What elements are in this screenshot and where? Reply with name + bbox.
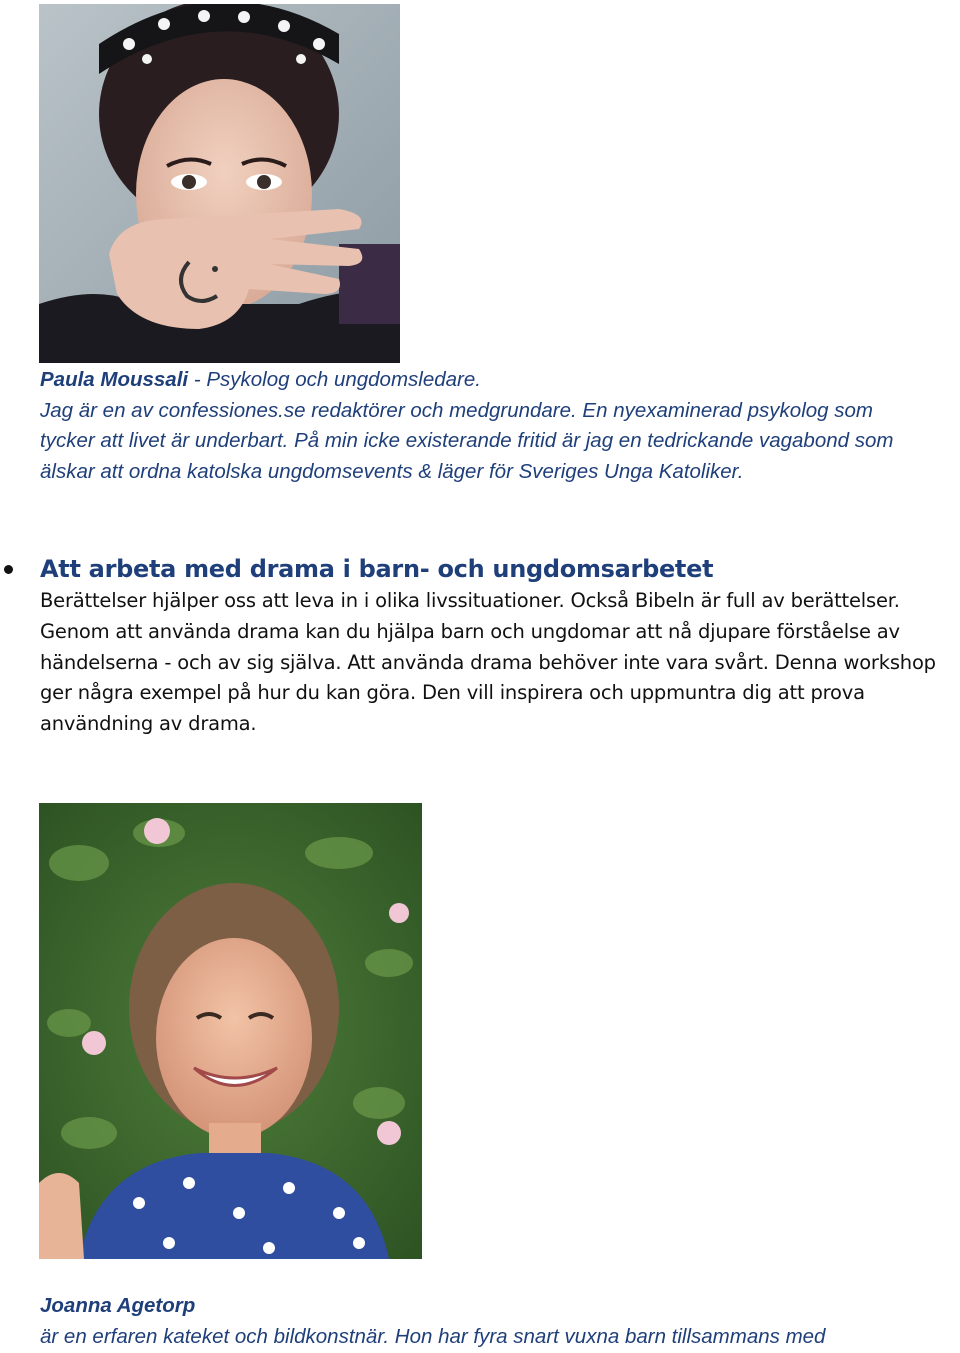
bullet-icon [4,565,13,574]
person-role: - Psykolog och ungdomsledare. [188,368,481,391]
session-description: Berättelser hjälper oss att leva in i olika livssituationer. Också Bibeln är full av berättelser. Genom att använda drama kan du hjälpa barn och ungdomar att nå djupare förståelse av händelserna - och av sig själva. Att använda drama behöver inte vara svårt. Denna workshop ger några exempel på hur du kan göra. Den vill inspirera och uppmuntra dig att prova användning av drama. [40,589,936,736]
portrait-photo-paula [39,4,400,363]
person-bio: Jag är en av confessiones.se redaktörer och medgrundare. En nyexaminerad psykolog som tycker att livet är underbart. På min icke existerande fritid är jag en tedrickande vagabond som älskar att ordna katolska ungdomsevents & läger för Sveriges Unga Katoliker. [40,398,894,484]
person-name: Joanna Agetorp [40,1294,196,1317]
portrait-photo-joanna [39,803,422,1259]
person-bio: är en erfaren kateket och bildkonstnär. Hon har fyra snart vuxna barn tillsammans med [40,1324,826,1348]
person-name: Paula Moussali [40,368,189,391]
session-title: Att arbeta med drama i barn- och ungdomsarbetet [40,555,714,583]
